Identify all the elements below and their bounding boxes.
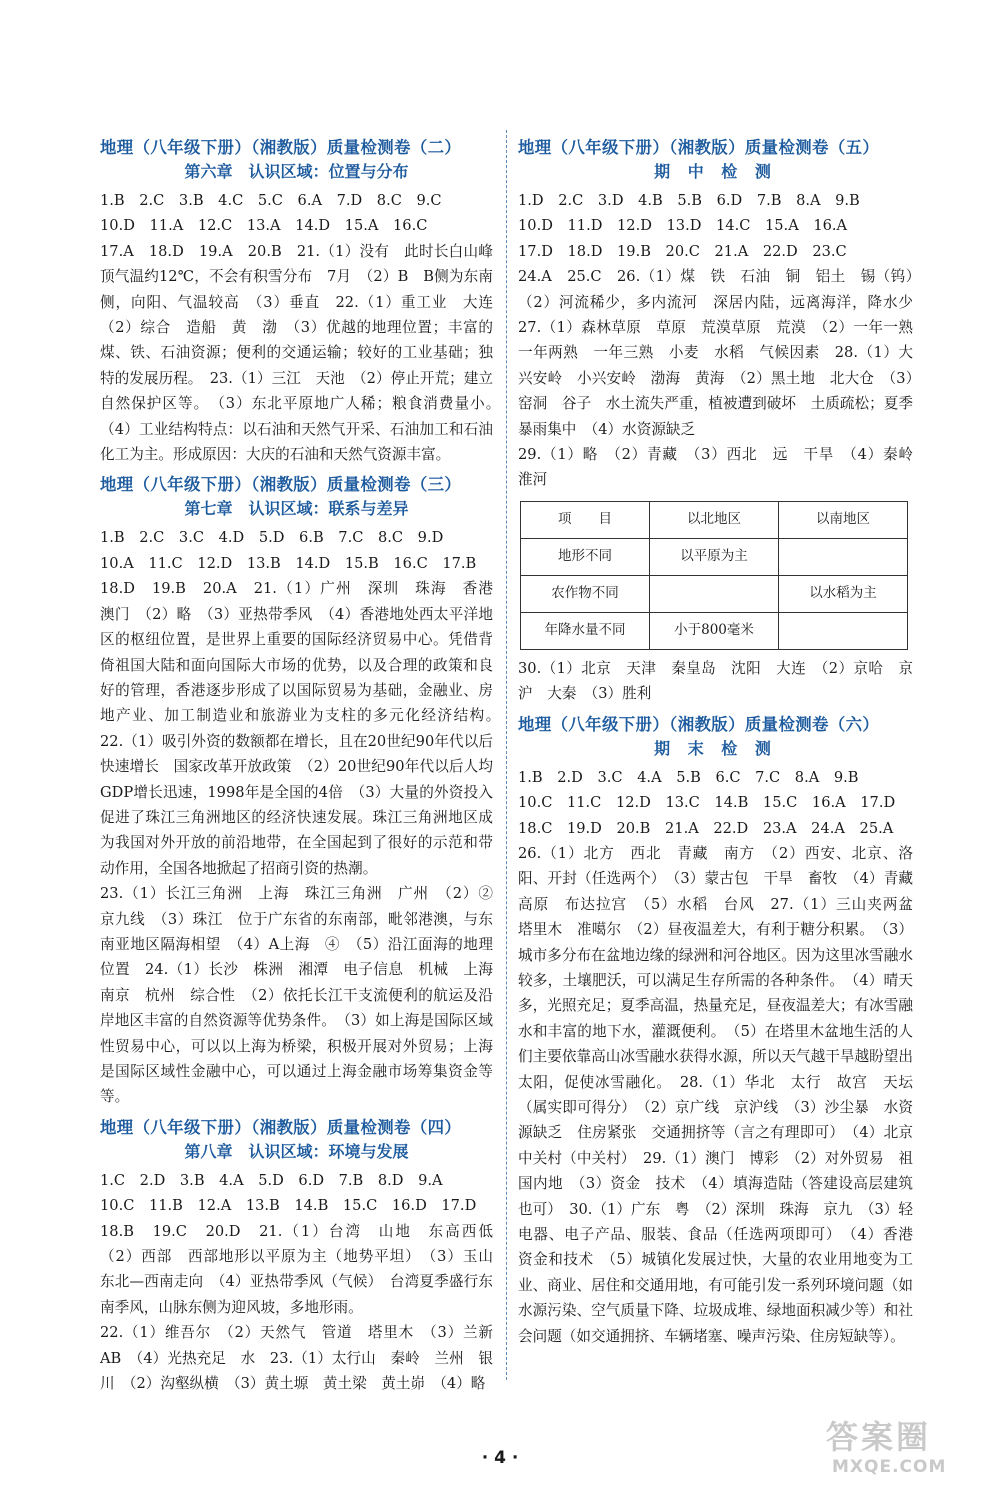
section-title-test-5: 地理（八年级下册）（湘教版）质量检测卷（五） — [518, 138, 880, 157]
section-title-test-6: 地理（八年级下册）（湘教版）质量检测卷（六） — [518, 714, 880, 734]
answer-line: 10.A 11.C 12.D 13.B 14.D 15.B 16.C 17.B — [100, 554, 477, 572]
answer-line: 10.D 11.D 12.D 13.D 14.C 15.A 16.A — [518, 217, 848, 235]
section-subtitle-chapter-7: 第七章 认识区域：联系与差异 — [184, 499, 409, 519]
answers-test-4 — [100, 1168, 508, 1397]
answer-paragraph: 22.（1）维吾尔 （2）天然气 管道 塔里木 （3）兰新 AB （4）光热充足 水 23.（1）太行山 秦岭 兰州 银川 （2）沟壑纵横 （3）黄土塬 黄土梁 黄土峁 （4）略 — [100, 1324, 508, 1393]
table-row — [521, 612, 908, 649]
answers-test-3 — [100, 525, 508, 1109]
answers-test-5-q30 — [518, 656, 913, 707]
answer-line: 29.（1）略 （2）青藏 （3）西北 远 干旱 （4）秦岭 淮河 — [518, 446, 928, 489]
table-cell — [650, 575, 779, 612]
table-row — [521, 538, 908, 575]
answers-test-5 — [518, 188, 928, 493]
section-title-test-4: 地理（八年级下册）（湘教版）质量检测卷（四） — [100, 1117, 462, 1137]
answer-line: 10.D 11.A 12.C 13.A 14.D 15.A 16.C — [100, 217, 428, 235]
table-header-cell: 以北地区 — [650, 501, 779, 538]
section-subtitle-final: 期 末 检 测 — [654, 738, 777, 758]
table-cell — [779, 612, 908, 649]
table-cell — [779, 538, 908, 575]
answer-paragraph: 18.D 19.B 20.A 21.（1）广州 深圳 珠海 香港 澳门 （2）略 （3）亚热带季风 （4）香港地处西太平洋地区的枢纽位置，是世界上重要的国际经济贸易中心。凭借背倚祖国大陆和面向国际大市场的优势，以及合理的政策和良好的管理，香港逐步形成了以国际贸易为基础，金融业、房地产业、加工制造业和旅游业为支柱的多元化经济结构。 22.（1）吸引外资的数额都在增长，且在20世纪90年代以后快速增长 国家改革开放政策 （2）20世纪90年代以后人均GDP增长迅速，1998年是全国的4倍 （3）大量的外资投入促进了珠江三角洲地区的经济快速发展。珠江三角洲地区成为我国对外开放的前沿地带，在全国起到了很好的示范和带动作用，全国各地掀起了招商引资的热潮。 — [100, 580, 508, 877]
section-title-test-3: 地理（八年级下册）（湘教版）质量检测卷（三） — [100, 475, 462, 495]
right-column — [518, 130, 928, 1353]
svg-text:答案圈: 答案圈 — [826, 1418, 932, 1456]
table-cell: 农作物不同 — [521, 575, 650, 612]
watermark-logo — [822, 1414, 972, 1480]
section-title-test-2: 地理（八年级下册）（湘教版）质量检测卷（二） — [100, 138, 462, 157]
answer-line: 17.D 18.D 19.B 20.C 21.A 22.D 23.C — [518, 242, 847, 260]
table-row — [521, 575, 908, 612]
table-cell: 小于800毫米 — [650, 612, 779, 649]
table-cell: 以平原为主 — [650, 538, 779, 575]
answer-line: 1.B 2.C 3.B 4.C 5.C 6.A 7.D 8.C 9.C — [100, 192, 442, 209]
answers-test-6 — [518, 765, 928, 1349]
answers-test-2 — [100, 188, 508, 467]
table-cell: 地形不同 — [521, 538, 650, 575]
column-divider — [506, 130, 507, 1380]
answer-paragraph: 24.A 25.C 26.（1）煤 铁 石油 铜 铝土 锡（钨） （2）河流稀少，多内流河 深居内陆，远离海洋，降水少 27.（1）森林草原 草原 荒漠草原 荒漠 （2）一年一熟 一年两熟 一年三熟 小麦 水稻 气候因素 28.（1）大兴安岭 小兴安岭 渤海 黄海 （2）黑土地 北大仓 （3）窑洞 谷子 水土流失严重，植被遭到破坏 土质疏松；夏季暴雨集中 （4）水资源缺乏 — [518, 268, 928, 438]
answer-line: 1.D 2.C 3.D 4.B 5.B 6.D 7.B 8.A 9.B — [518, 192, 860, 209]
page-number: · 4 · — [481, 1448, 519, 1468]
table-row — [521, 501, 908, 538]
section-subtitle-chapter-6: 第六章 认识区域：位置与分布 — [184, 162, 409, 181]
svg-text:MXQE.COM: MXQE.COM — [832, 1457, 947, 1477]
answer-line: 1.B 2.D 3.C 4.A 5.B 6.C 7.C 8.A 9.B — [518, 768, 859, 786]
answer-paragraph: 26.（1）北方 西北 青藏 南方 （2）西安、北京、洛阳、开封（任选两个） （3）蒙古包 干旱 畜牧 （4）青藏高原 布达拉宫 （5）水稻 台风 27.（1）三山夹两盆 塔里木 准噶尔 （2）昼夜温差大，有利于糖分积累。 （3）城市多分布在盆地边缘的绿洲和河谷地区。因为这里冰雪融水较多，土壤肥沃，可以满足生存所需的各种条件。 （4）晴天多，光照充足；夏季高温，热量充足，昼夜温差大；有冰雪融水和丰富的地下水，灌溉便利。 （5）在塔里木盆地生活的人们主要依靠高山冰雪融水获得水源，所以天气越干旱越盼望出太阳，促使冰雪融化。 28.（1）华北 太行 故宫 天坛（属实即可得分） （2）京广线 京沪线 （3）沙尘暴 水资源缺乏 住房紧张 交通拥挤等（言之有理即可） （4）北京中关村（中关村） 29.（1）澳门 博彩 （2）对外贸易 祖国内地 （3）资金 技术 （4）填海造陆（答建设高层建筑也可） 30.（1）广东 粤 （2）深圳 珠海 京九 （3）轻 电器、电子产品、服装、食品（任选两项即可） （4）香港 资金和技术 （5）城镇化发展过快，大量的农业用地变为工业、商业、居住和交通用地，有可能引发一系列环境问题（如水源污染、空气质量下降、垃圾成堆、绿地面积减少等）和社会问题（如交通拥挤、车辆堵塞、噪声污染、住房短缺等）。 — [518, 844, 928, 1345]
comparison-table — [520, 501, 908, 650]
answer-paragraph: 23.（1）长江三角洲 上海 珠江三角洲 广州 （2）② 京九线 （3）珠江 位于广东省的东南部，毗邻港澳，与东南亚地区隔海相望 （4）A上海 ④ （5）沿江面海的地理位置 24.（1）长沙 株洲 湘潭 电子信息 机械 上海 南京 杭州 综合性 （2）依托长江干支流便利的航运及沿岸地区丰富的自然资源等优势条件。 （3）如上海是国际区域性贸易中心，可以以上海为桥梁，积极开展对外贸易；上海是国际区域性金融中心，可以通过上海金融市场筹集资金等等。 — [100, 885, 508, 1106]
table-cell: 以水稻为主 — [779, 575, 908, 612]
table-header-cell: 以南地区 — [779, 501, 908, 538]
answer-line: 1.B 2.C 3.C 4.D 5.D 6.B 7.C 8.C 9.D — [100, 529, 444, 547]
answer-paragraph: 18.B 19.C 20.D 21.（1）台湾 山地 东高西低 （2）西部 西部地形以平原为主（地势平坦） （3）玉山 东北—西南走向 （4）亚热带季风（气候） 台湾夏季盛行东南季风，山脉东侧为迎风坡，多地形雨。 — [100, 1222, 508, 1316]
answer-line: 18.C 19.D 20.B 21.A 22.D 23.A 24.A 25.A — [518, 819, 894, 837]
answer-line: 10.C 11.C 12.D 13.C 14.B 15.C 16.A 17.D — [518, 794, 896, 812]
answer-paragraph: 17.A 18.D 19.A 20.B 21.（1）没有 此时长白山峰顶气温约12℃，不会有积雪分布 7月 （2）B B侧为东南侧，向阳、气温较高 （3）垂直 22.（1）重工业 大连 （2）综合 造船 黄 渤 （3）优越的地理位置；丰富的煤、铁、石油资源；便利的交通运输；较好的工业基础；独特的发展历程。 23.（1）三江 天池 （2）停止开荒；建立自然保护区等。 （3）东北平原地广人稀；粮食消费量小。 （4）工业结构特点：以石油和天然气开采、石油加工和石油化工为主。形成原因：大庆的石油和天然气资源丰富。 — [100, 242, 508, 464]
answer-line: 10.C 11.B 12.A 13.B 14.B 15.C 16.D 17.D — [100, 1197, 477, 1215]
section-subtitle-chapter-8: 第八章 认识区域：环境与发展 — [184, 1141, 409, 1161]
left-column — [100, 130, 508, 1400]
table-header-cell: 项 目 — [521, 501, 650, 538]
table-cell: 年降水量不同 — [521, 612, 650, 649]
section-subtitle-midterm: 期 中 检 测 — [654, 162, 777, 181]
answer-paragraph: 30.（1）北京 天津 秦皇岛 沈阳 大连 （2）京哈 京沪 大秦 （3）胜利 — [518, 659, 913, 703]
answer-line: 1.C 2.D 3.B 4.A 5.D 6.D 7.B 8.D 9.A — [100, 1171, 443, 1189]
